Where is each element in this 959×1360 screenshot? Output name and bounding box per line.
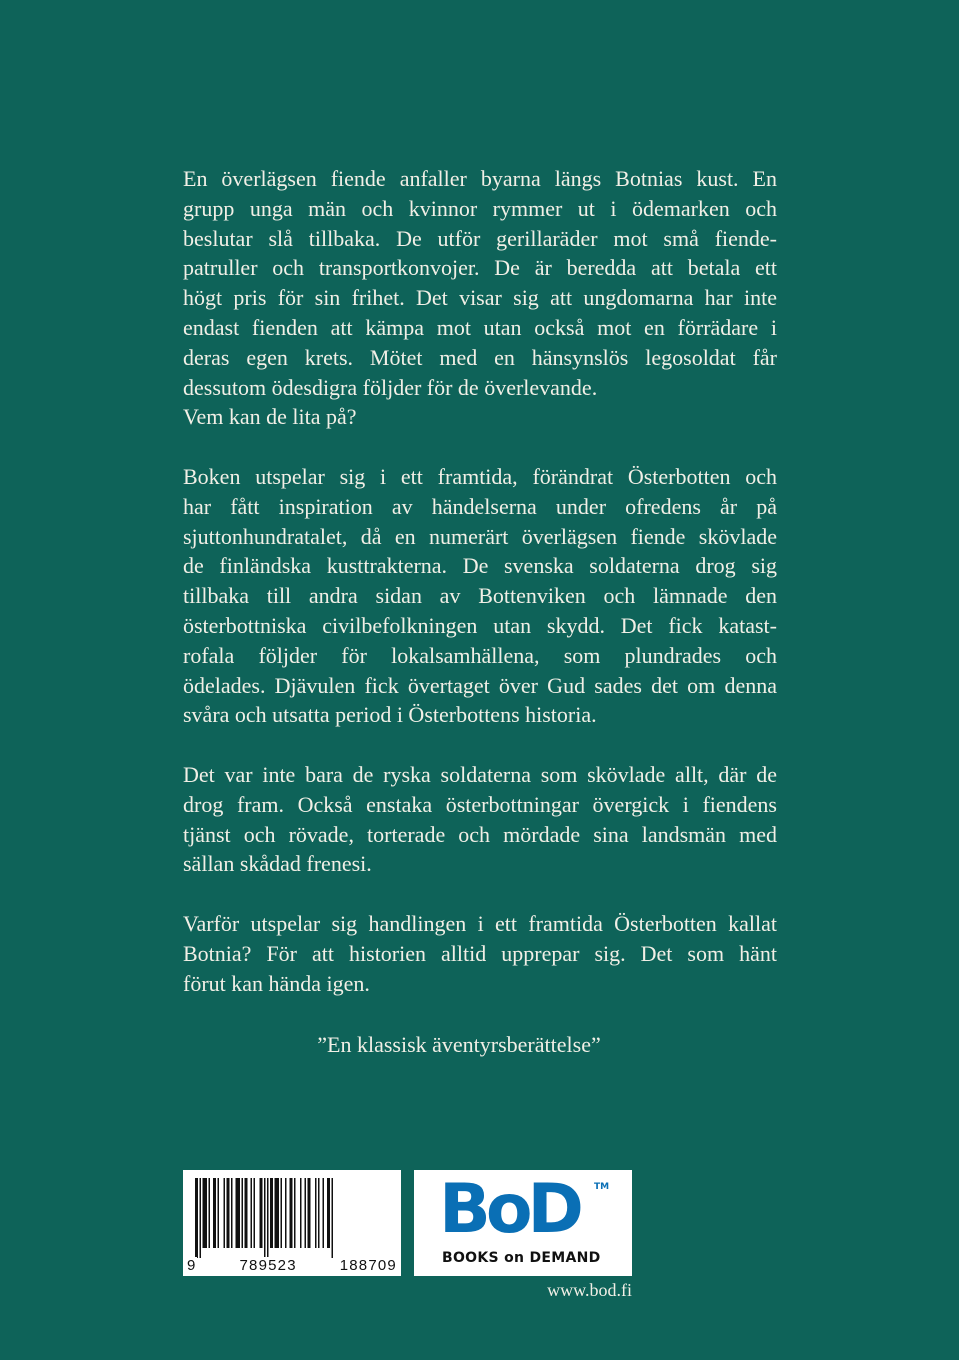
publisher-name: BOOKS on DEMAND (442, 1250, 601, 1266)
barcode-bar (242, 1178, 244, 1248)
text-line: tillbaka till andra sidan av Bottenviken och lämnade den (183, 583, 777, 609)
text-line: drog fram. Också enstaka österbottningar övergick i fiendens (183, 791, 777, 817)
publisher-website: www.bod.fi (547, 1280, 632, 1300)
text-line: Varför utspelar sig handlingen i ett framtida Österbotten kallat (183, 910, 777, 936)
barcode-bar (281, 1178, 283, 1248)
barcode-bar (260, 1178, 263, 1248)
barcode-bar (231, 1178, 233, 1248)
text-line: tjänst och rövade, torterade och mördade sina landsmän med (183, 821, 777, 847)
text-line: grupp unga män och kvinnor rymmer ut i ödemarken och (183, 195, 777, 221)
text-line: beslutar slå tillbaka. De utför gerillaräder mot små fiende- (183, 225, 777, 251)
barcode-bar (318, 1178, 320, 1248)
barcode-bar (270, 1178, 273, 1248)
barcode-bar (213, 1178, 216, 1248)
barcode-bar (275, 1178, 280, 1248)
isbn-barcode (183, 1170, 401, 1276)
barcode-bar (245, 1178, 248, 1248)
isbn-digit-group: 188709 (339, 1257, 397, 1274)
barcode-bar (332, 1178, 334, 1258)
barcode-bar (236, 1178, 241, 1248)
blurb-paragraph-1 (183, 164, 777, 432)
blurb-paragraph-3 (183, 760, 777, 879)
isbn-digits (187, 1257, 397, 1274)
tagline-quote: ”En klassisk äventyrsberättelse” (317, 1032, 601, 1057)
barcode-bar (203, 1178, 208, 1248)
barcode-bar (305, 1178, 307, 1248)
text-line: Botnia? För att historien alltid upprepar sig. Det som hänt (183, 940, 777, 966)
isbn-digit-group: 789523 (239, 1257, 297, 1274)
barcode-bar (294, 1178, 296, 1248)
barcode-bar (227, 1178, 230, 1248)
text-line: de finländska kusttrakterna. De svenska soldaterna drog sig (183, 553, 777, 579)
text-line: endast fienden att kämpa mot utan också mot en förrädare i (183, 314, 777, 340)
text-line: patruller och transportkonvojer. De är beredda att betala ett (183, 255, 777, 281)
text-line: svåra och utsatta period i Österbottens historia. (183, 702, 597, 728)
barcode-bar (200, 1178, 202, 1258)
text-line: Boken utspelar sig i ett framtida, förändrat Österbotten och (183, 463, 777, 489)
text-line: Vem kan de lita på? (183, 404, 357, 430)
barcode-bar (218, 1178, 220, 1248)
barcode-bars (195, 1178, 389, 1258)
text-line: österbottniska civilbefolkningen utan skydd. Det fick katast- (183, 612, 777, 638)
text-line: Det var inte bara de ryska soldaterna som skövlade allt, där de (183, 761, 777, 787)
barcode-bar (251, 1178, 253, 1248)
barcode-bar (209, 1178, 211, 1248)
barcode-bar (290, 1178, 293, 1248)
text-line: sjuttonhundratalet, då en numerärt överlägsen fiende skövlade (183, 523, 777, 549)
text-line: dessutom ödesdigra följder för de överlevande. (183, 374, 598, 400)
barcode-bar (224, 1178, 226, 1248)
blurb-paragraph-2 (183, 462, 777, 730)
barcode-bar (264, 1178, 266, 1258)
blurb-text (183, 164, 777, 1028)
text-line: deras egen krets. Mötet med en hänsynslös legosoldat får (183, 344, 777, 370)
barcode-bar (195, 1178, 198, 1258)
barcode-bar (285, 1178, 287, 1248)
text-line: förut kan hända igen. (183, 970, 370, 996)
barcode-bar (323, 1178, 325, 1248)
barcode-bar (315, 1178, 317, 1248)
publisher-logo (414, 1170, 632, 1276)
bod-logo-text: BoD (439, 1170, 579, 1249)
barcode-bar (267, 1178, 269, 1258)
blurb-paragraph-4 (183, 909, 777, 998)
text-line: En överlägsen fiende anfaller byarna längs Botnias kust. En (183, 166, 777, 191)
barcode-bar (308, 1178, 311, 1248)
trademark-mark: TM (594, 1182, 610, 1192)
barcode-bar (327, 1178, 330, 1248)
barcode-bar (254, 1178, 256, 1248)
text-line: rofala följder för lokalsamhällena, som plundrades och (183, 642, 777, 668)
text-line: har fått inspiration av händelserna under ofredens år på (183, 493, 777, 519)
text-line: sällan skådad frenesi. (183, 851, 372, 877)
isbn-digit-group: 9 (187, 1257, 197, 1274)
barcode-bar (300, 1178, 302, 1248)
text-line: högt pris för sin frihet. Det visar sig att ungdomarna har inte (183, 285, 777, 311)
text-line: ödelades. Djävulen fick övertaget över Gud sades det om denna (183, 672, 777, 698)
